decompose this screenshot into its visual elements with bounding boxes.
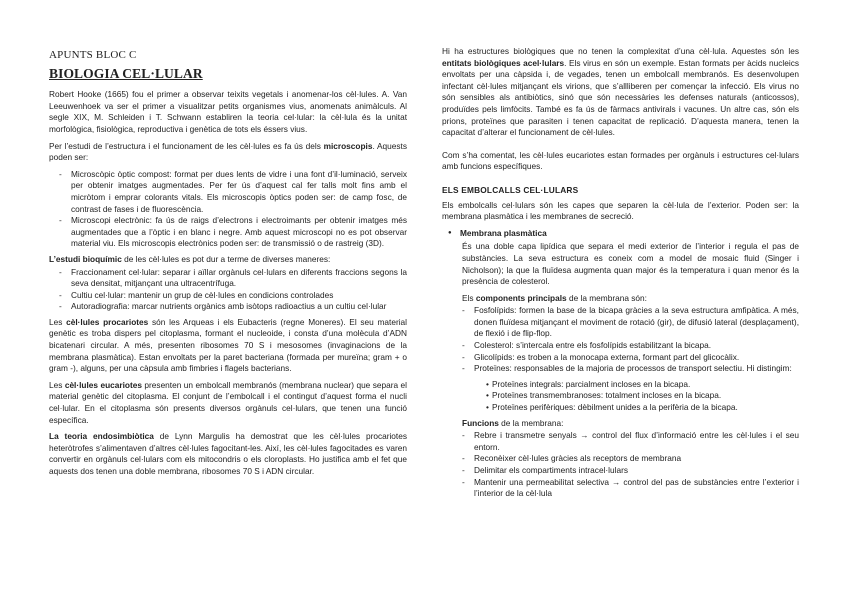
list-item: - Delimitar els compartiments intracel·lulars: [452, 465, 799, 477]
list-item: - Proteïnes: responsables de la majoria de processos de transport selectiu. Hi distingim:: [452, 363, 799, 375]
prokaryotes-paragraph: Les cèl·lules procariotes són les Arqueas i els Eubacteris (regne Moneres). El seu material genètic es troba dispers pel citoplasma, formant el nucleoide, i consta d’una molècula d’ADN bicatenari circular. A més, presenten ribosomes 70 S i mesosomes (invaginacions de la membrana plasmàtica). Estan envoltats per la paret bacteriana (formada per mureïna; gram + o gram -), alguns, per una càpsula amb fimbries i flagels bacterians.: [49, 316, 408, 374]
list-item: - Glicolípids: es troben a la monocapa externa, formant part del glicocàlix.: [452, 352, 799, 364]
endosymbiotic-paragraph: La teoria endosimbiòtica de Lynn Margulis ha demostrat que les cèl·lules procariotes heteròtrofes s’alimentaven d’altres cèl·lules fagocitant-les. Així, les cèl·lules fagocitades es varen convertir en orgànuls cel·lulars com els mitocondris o els cloroplasts. Ho justifica amb el fet que aquests dos tenen una doble membrana, ribosomes 70 S i ADN circular.: [49, 431, 407, 476]
membrane-description: És una doble capa lipídica que separa el medi exterior de l’interior i regula el pas de substàncies. La seva estructura es coneix com a model de mosaic fluid (Singer i Nicholson); la que la fluïdesa augmenta quan major és la temperatura i quan menor és la presència de colesterol.: [462, 241, 799, 287]
microscopes-intro: Per l’estudi de l’estructura i el funcionament de les cèl·lules es fa ús dels microscopis. Aquests poden ser:: [49, 140, 407, 163]
list-item: - Fosfolípids: formen la base de la bicapa gràcies a la seva estructura amfipàtica. A més, donen fluïdesa mitjançant el moviment de rotació (gir), de difusió lateral (desplaçament), de flexió i de flip-flop.: [452, 305, 799, 340]
list-item: - Colesterol: s’intercala entre els fosfolípids estabilitzant la bicapa.: [452, 340, 799, 352]
right-column: [442, 46, 799, 504]
list-item: • Proteïnes perifèriques: dèbilment unides a la perifèria de la bicapa.: [462, 402, 799, 414]
membrane-content: [462, 241, 799, 499]
list-item: - Rebre i transmetre senyals → control del flux d’informació entre les cèl·lules i el seu entorn.: [452, 430, 799, 453]
section-intro: Els embolcalls cel·lulars són les capes que separen la cèl·lula de l’exterior. Poden ser: la membrana plasmàtica i les membranes de secreció.: [442, 199, 799, 222]
membrane-heading: ● Membrana plasmàtica: [442, 228, 799, 240]
list-item: - Cultiu cel·lular: mantenir un grup de cèl·lules en condicions controlades: [49, 290, 407, 302]
left-column: [49, 50, 407, 483]
list-item: - Microscòpic òptic compost: format per dues lents de vidre i una font d’il·luminació, serveix per obtenir imatges augmentades. Per fer ús d’aquest cal fer talls molt fins amb el micròtom i emprar colorants vitals. Els microscopis òptics poden ser: de camp fosc, de contrast de fases i de fluorescència.: [49, 169, 407, 215]
page-title: BIOLOGIA CEL·LULAR: [49, 65, 203, 81]
list-item: - Mantenir una permeabilitat selectiva → control del pas de substàncies entre l’exterior i l’interior de la cèl·lula: [452, 477, 799, 500]
acellular-paragraph: Hi ha estructures biològiques que no tenen la complexitat d’una cèl·lula. Aquestes són les entitats biològiques acel·lulars. Els virus en són un exemple. Estan formats per àcids nucleics envoltats per una càpsida i, de vegades, tenen un embolcall membranós. Es desenvolupen infectant cèl·lules mitjançant els virions, que s’allliberen per començar la infecció. Els virus no són sensibles als antibiòtics, sinó que són necessàries les defenses naturals (anticossos), produïdes pels limfòcits. També es fa ús de fàrmacs antivirals i vacunes. Un altre cas, són els prions, proteïnes que parasiten i tenen capacitat de replicació. D’aquesta manera, tenen la capacitat d’alterar el funcionament de cèl·lules.: [442, 46, 799, 138]
document-label: APUNTS BLOC C: [49, 49, 137, 61]
microscopes-list: [49, 169, 407, 250]
eukaryote-structures-paragraph: Com s’ha comentat, les cèl·lules eucariotes estan formades per orgànuls i estructures cel·lulars amb funcions específiques.: [442, 149, 799, 172]
section-title: ELS EMBOLCALLS CEL·LULARS: [442, 184, 579, 195]
list-item: • Proteïnes integrals: parcialment incloses en la bicapa.: [462, 379, 799, 391]
list-item: - Fraccionament cel·lular: separar i aïllar orgànuls cel·lulars en diferents fraccions segons la seva densitat, mitjançant una ultracentrífuga.: [49, 267, 407, 290]
biochem-intro: L’estudi bioquímic de les cèl·lules es pot dur a terme de diverses maneres:: [49, 253, 331, 264]
list-item: - Microscopi electrònic: fa ús de raigs d’electrons i electroimants per obtenir imatges més augmentades que a l’òptic i en blanc i negre. Amb aquest microscopi no es pot observar material viu. Els microscopis electrònics poden ser: de transmissió o de rastreig (3D).: [49, 215, 407, 250]
proteins-list: [462, 379, 799, 414]
intro-paragraph: Robert Hooke (1665) fou el primer a observar teixits vegetals i anomenar-los cèl·lules. A. Van Leeuwenhoek va ser el primer a visualitzar petits organismes vius, anomenats animàlculs. Al segle XIX, M. Schleiden i T. Schwann establiren la teoria cel·lular: la cèl·lula és la unitat morfològica, fisiològica, reproductiva i genètica de tots els éssers vius.: [49, 89, 407, 134]
biochem-list: [49, 267, 407, 313]
functions-intro: Funcions de la membrana:: [462, 417, 564, 428]
list-item: - Autoradiografia: marcar nutrients orgànics amb isòtops radioactius a un cultiu cel·lular: [49, 301, 407, 313]
components-intro: Els components principals de la membrana són:: [462, 292, 647, 303]
list-item: • Proteïnes transmembranoses: totalment incloses en la bicapa.: [462, 390, 799, 402]
list-item: - Reconèixer cèl·lules gràcies als receptors de membrana: [452, 453, 799, 465]
eukaryotes-paragraph: Les cèl·lules eucariotes presenten un embolcall membranós (membrana nuclear) que separa el material genètic del citoplasma. El conjunt de l’embolcall i el contingut d’aquest forma el nucli cel·lular. En el citoplasma són presents diversos orgànuls cel·lulars, que tenen una funció específica.: [49, 379, 408, 425]
components-list: [452, 305, 799, 375]
functions-list: [452, 430, 799, 500]
